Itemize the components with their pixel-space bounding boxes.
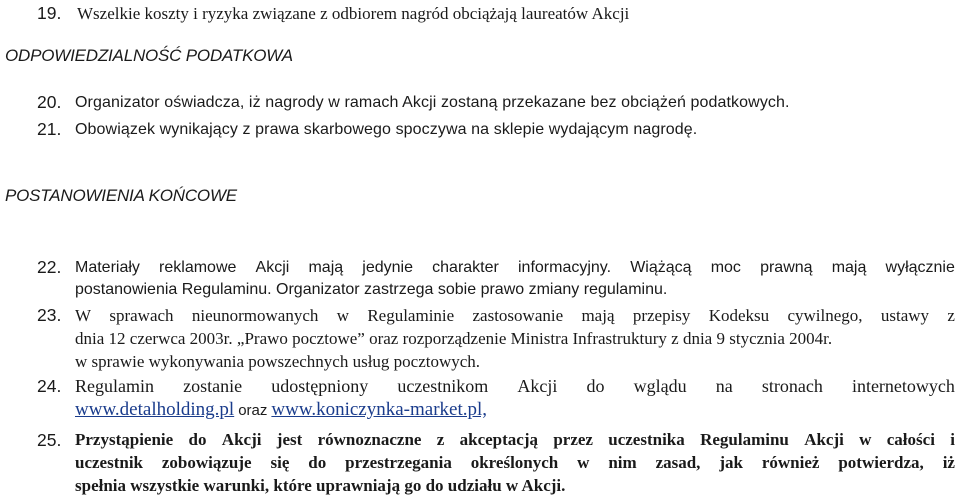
word: prawną bbox=[760, 259, 813, 276]
word: Materiały bbox=[75, 259, 140, 276]
word: Regulaminu bbox=[700, 430, 789, 449]
word: wglądu bbox=[633, 376, 687, 396]
word: cywilnego, bbox=[787, 306, 863, 325]
word: Regulamin bbox=[75, 376, 154, 396]
word: z bbox=[436, 430, 445, 449]
word: w bbox=[336, 306, 349, 325]
item-22-line-1 bbox=[75, 259, 955, 277]
word: sprawach bbox=[109, 306, 174, 325]
word: z bbox=[947, 306, 955, 325]
word: moc bbox=[710, 259, 741, 276]
item-19-text: Wszelkie koszty i ryzyka związane z odbiorem nagród obciążają laureatów Akcji bbox=[77, 4, 630, 23]
item-number: 19. bbox=[37, 3, 62, 23]
word: W bbox=[75, 306, 92, 325]
item-25-line-1 bbox=[75, 430, 955, 450]
word: akceptacją bbox=[459, 430, 538, 449]
word: jest bbox=[276, 430, 303, 449]
word: do bbox=[586, 376, 605, 396]
word: Akcji bbox=[517, 376, 558, 396]
word: się bbox=[270, 453, 290, 472]
word: potwierdza, bbox=[838, 453, 924, 472]
section-heading-final: POSTANOWIENIA KOŃCOWE bbox=[5, 186, 237, 205]
item-25-line-3: spełnia wszystkie warunki, które uprawniają go do udziału w Akcji. bbox=[75, 476, 566, 495]
word: równoznaczne bbox=[317, 430, 422, 449]
word: stronach bbox=[761, 376, 823, 396]
word: ustawy bbox=[880, 306, 930, 325]
item-24-line-1 bbox=[75, 376, 955, 397]
item-number: 20. bbox=[37, 92, 62, 112]
word: uczestnikom bbox=[397, 376, 489, 396]
word: również bbox=[761, 453, 820, 472]
item-21-text: Obowiązek wynikający z prawa skarbowego spoczywa na sklepie wydającym nagrodę. bbox=[75, 121, 698, 138]
koniczynka-link[interactable]: www.koniczynka-market.pl, bbox=[271, 399, 488, 420]
item-number: 22. bbox=[37, 257, 62, 277]
word: iż bbox=[942, 453, 955, 472]
word: i bbox=[950, 430, 955, 449]
word: nim bbox=[608, 453, 637, 472]
word: Regulaminie bbox=[367, 306, 455, 325]
item-24-line-2 bbox=[75, 399, 487, 421]
item-23-line-2: dnia 12 czerwca 2003r. „Prawo pocztowe” oraz rozporządzenie Ministra Infrastruktury z dnia 9 stycznia 2004r. bbox=[75, 329, 833, 348]
word: uczestnika bbox=[608, 430, 685, 449]
word: całości bbox=[886, 430, 935, 449]
word: do bbox=[188, 430, 207, 449]
item-23-line-3: w sprawie wykonywania powszechnych usług pocztowych. bbox=[75, 352, 481, 371]
word: charakter bbox=[432, 259, 499, 276]
item-number: 23. bbox=[37, 305, 62, 325]
word: zasad, bbox=[655, 453, 701, 472]
word: mają bbox=[831, 259, 867, 276]
item-number: 24. bbox=[37, 376, 62, 396]
section-heading-tax: ODPOWIEDZIALNOŚĆ PODATKOWA bbox=[5, 46, 293, 65]
word: w bbox=[577, 453, 590, 472]
word: Przystąpienie bbox=[75, 430, 174, 449]
word: przestrzegania bbox=[345, 453, 452, 472]
item-20-text: Organizator oświadcza, iż nagrody w ramach Akcji zostaną przekazane bez obciążeń podatkowych. bbox=[75, 94, 790, 111]
item-number: 25. bbox=[37, 430, 62, 450]
detalholding-link[interactable]: www.detalholding.pl bbox=[75, 399, 235, 420]
word: Wiążącą bbox=[630, 259, 692, 276]
word: określonych bbox=[470, 453, 559, 472]
word: w bbox=[859, 430, 872, 449]
word: internetowych bbox=[851, 376, 955, 396]
item-number: 21. bbox=[37, 119, 62, 139]
word: Akcji bbox=[804, 430, 844, 449]
word: jak bbox=[719, 453, 743, 472]
word: jedynie bbox=[362, 259, 413, 276]
item-23-line-1 bbox=[75, 306, 955, 326]
item-22-line-2: postanowienia Regulaminu. Organizator zastrzega sobie prawo zmiany regulaminu. bbox=[75, 281, 668, 298]
word: mają bbox=[581, 306, 615, 325]
word: do bbox=[308, 453, 327, 472]
word: Akcji bbox=[255, 259, 290, 276]
word: przepisy bbox=[632, 306, 691, 325]
word: udostępniony bbox=[271, 376, 369, 396]
word: Akcji bbox=[221, 430, 262, 449]
word: uczestnik bbox=[75, 453, 143, 472]
word: na bbox=[715, 376, 733, 396]
word: przez bbox=[553, 430, 593, 449]
word: nieunormowanych bbox=[191, 306, 319, 325]
word: Kodeksu bbox=[708, 306, 770, 325]
word: zastosowanie bbox=[472, 306, 564, 325]
word: wyłącznie bbox=[885, 259, 955, 276]
word: zobowiązuje bbox=[161, 453, 252, 472]
conjunction: oraz bbox=[238, 402, 268, 419]
word: informacyjny. bbox=[517, 259, 612, 276]
item-25-line-2 bbox=[75, 453, 955, 473]
word: zostanie bbox=[183, 376, 243, 396]
word: reklamowe bbox=[159, 259, 237, 276]
word: mają bbox=[308, 259, 344, 276]
